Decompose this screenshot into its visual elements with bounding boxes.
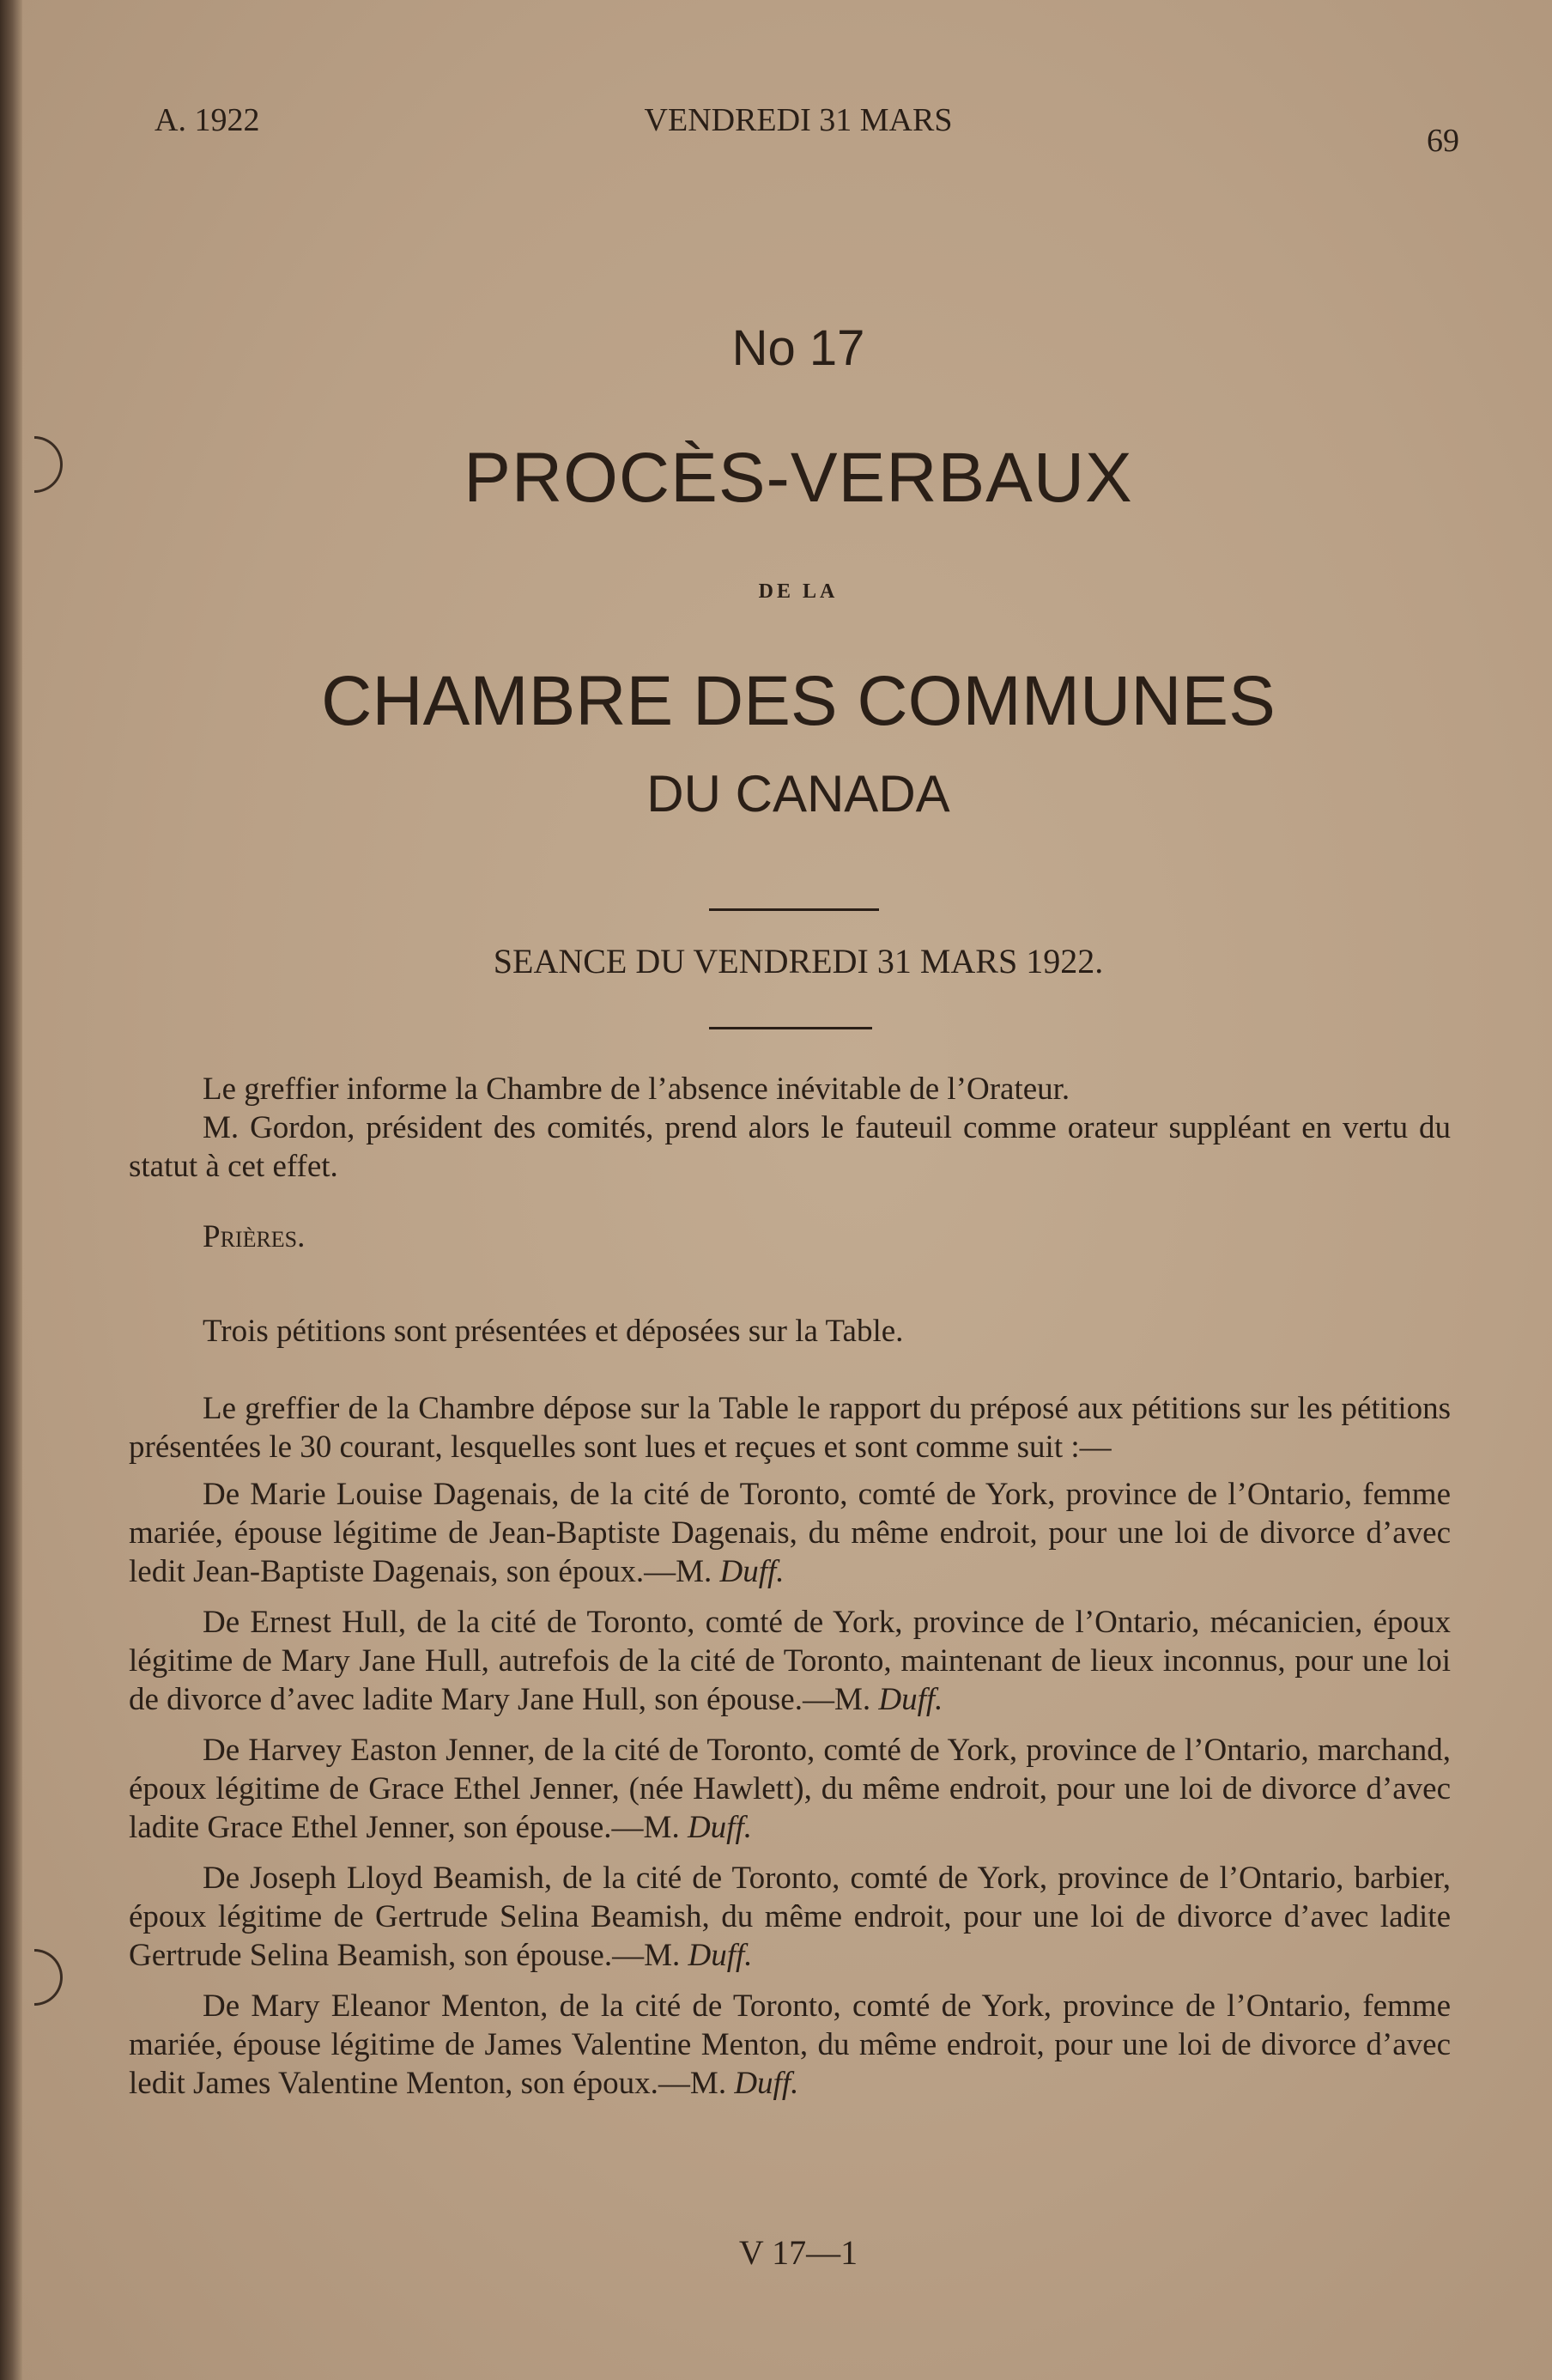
page-title: PROCÈS-VERBAUX: [464, 439, 1133, 517]
header-year: A. 1922: [155, 102, 260, 138]
divider: [709, 908, 879, 911]
petition-item: De Mary Eleanor Menton, de la cité de Toronto, comté de York, province de l’Ontario, femme mariée, épouse légitime de James Valentine Menton, du même endroit, pour une loi de divorce d’avec ledit James Valentine Menton, son époux.—M. Duff.: [129, 1988, 1451, 2101]
petition-item: De Joseph Lloyd Beamish, de la cité de Toronto, comté de York, province de l’Ontario, barbier, époux légitime de Gertrude Selina Beamish, du même endroit, pour une loi de divorce d’avec ladite Gertrude Selina Beamish, son épouse.—M. Duff.: [129, 1861, 1451, 1973]
issue-number: No 17: [731, 320, 865, 376]
paragraph: Le greffier de la Chambre dépose sur la Table le rapport du préposé aux pétitions sur les pétitions présentées le 30 courant, lesquelles sont lues et reçues et sont comme suit :—: [129, 1391, 1451, 1465]
session-heading: SEANCE DU VENDREDI 31 MARS 1922.: [493, 942, 1104, 981]
chamber-title: CHAMBRE DES COMMUNES: [321, 662, 1276, 740]
prayers-section: [129, 1217, 1451, 1256]
petitions-report: [129, 1389, 1451, 2103]
paragraph: Le greffier informe la Chambre de l’absence inévitable de l’Orateur.: [203, 1072, 1070, 1107]
signature-mark: V 17—1: [738, 2233, 858, 2272]
petition-item: De Marie Louise Dagenais, de la cité de Toronto, comté de York, province de l’Ontario, femme mariée, épouse légitime de Jean-Baptiste Dagenais, du même endroit, pour une loi de divorce d’avec ledit Jean-Baptiste Dagenais, son époux.—M. Duff.: [129, 1477, 1451, 1589]
divider: [709, 1027, 872, 1029]
title-connector: DE LA: [758, 580, 839, 603]
opening-section: [129, 1070, 1451, 1186]
prayers-heading: Prières.: [203, 1219, 306, 1254]
petition-item: De Harvey Easton Jenner, de la cité de Toronto, comté de York, province de l’Ontario, marchand, époux légitime de Grace Ethel Jenner, (née Hawlett), du même endroit, pour une loi de divorce d’avec ladite Grace Ethel Jenner, son épouse.—M. Duff.: [129, 1733, 1451, 1845]
paragraph: Trois pétitions sont présentées et déposées sur la Table.: [203, 1314, 904, 1349]
country-title: DU CANADA: [646, 765, 950, 823]
page-number: 69: [1427, 123, 1459, 159]
petition-item: De Ernest Hull, de la cité de Toronto, comté de York, province de l’Ontario, mécanicien, époux légitime de Mary Jane Hull, autrefois de la cité de Toronto, maintenant de lieux inconnus, pour une loi de divorce d’avec ladite Mary Jane Hull, son épouse.—M. Duff.: [129, 1605, 1451, 1717]
paragraph: M. Gordon, président des comités, prend alors le fauteuil comme orateur suppléant en vertu du statut à cet effet.: [129, 1110, 1451, 1184]
header-date: VENDREDI 31 MARS: [644, 102, 953, 138]
binding-hole: [34, 1949, 63, 2006]
petitions-section: [129, 1312, 1451, 1351]
